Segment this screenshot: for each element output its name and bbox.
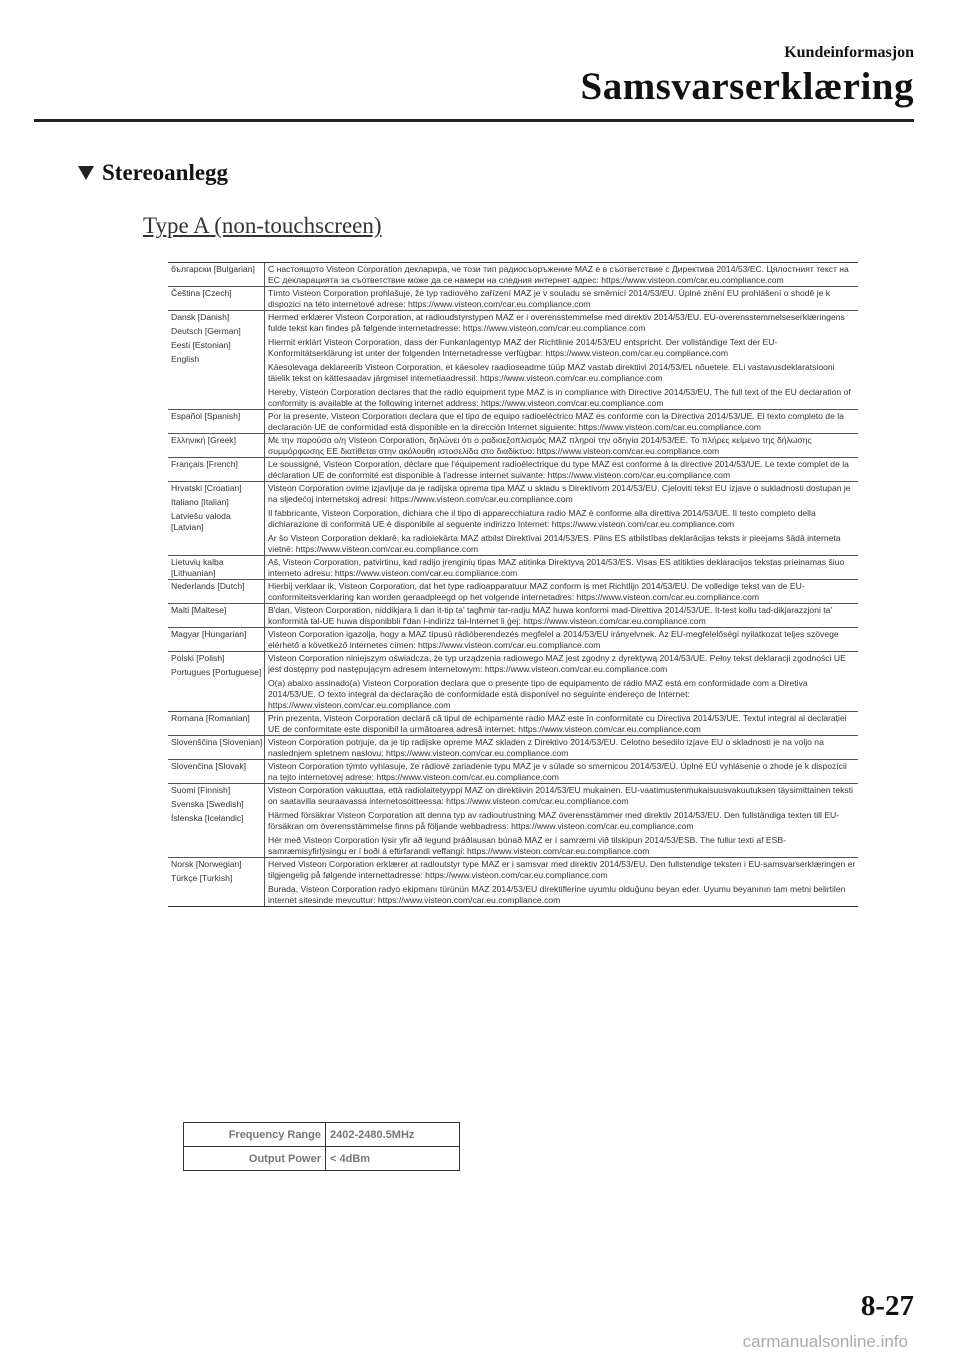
- declaration-cell: [264, 482, 858, 555]
- language-name: Deutsch [German]: [171, 326, 241, 336]
- language-name: Español [Spanish]: [171, 411, 241, 421]
- table-row: [168, 481, 858, 555]
- spec-value: < 4dBm: [326, 1147, 460, 1171]
- declaration-cell: [264, 858, 858, 906]
- declaration-cell: [264, 736, 858, 759]
- language-name: Suomi [Finnish]: [171, 785, 231, 795]
- declaration-cell: [264, 628, 858, 651]
- declaration-text: Visteon Corporation igazolja, hogy a MAZ típusú rádióberendezés megfelel a 2014/53/EU irányelvnek. Az EU-megfelelőségi nyilatkozat teljes szövege elérhető a következő internetes címen: https://www.visteon.com/car.eu.compliance.com: [268, 629, 839, 650]
- declaration-cell: [264, 458, 858, 481]
- spec-row: [184, 1123, 460, 1147]
- language-name: Ελληνική [Greek]: [171, 435, 236, 445]
- declaration-cell: [264, 652, 858, 711]
- type-subheading: Type A (non-touchscreen): [143, 213, 382, 238]
- declaration-cell: [264, 434, 858, 457]
- declaration-cell: [264, 263, 858, 286]
- table-row: [168, 263, 858, 286]
- language-cell: [168, 736, 264, 759]
- table-row: [168, 759, 858, 783]
- language-cell: [168, 556, 264, 579]
- declaration-text: Burada, Visteon Corporation radyo ekipmanı türünün MAZ 2014/53/EU direktiflerine uyumlu olduğunu beyan eder. Uyumu beyanının tam metni belirtilen internet sitesinde mevcuttur: https://www.visteon.com/car.eu.compliance.com: [268, 884, 846, 905]
- declaration-text: С настоящото Visteon Corporation декларира, че този тип радиосъоръжение MAZ е в съответствие с Директива 2014/53/ЕС. Цялостният текст на ЕС декларацията за съответствие може да се намери на следния интернет адрес: https://www.visteon.com/car.eu.compliance.com: [268, 264, 849, 285]
- language-cell: [168, 287, 264, 310]
- spec-table: [183, 1122, 460, 1171]
- language-name: Slovenščina [Slovenian]: [171, 737, 263, 747]
- table-row: [168, 603, 858, 627]
- table-row: [168, 857, 858, 906]
- language-cell: [168, 652, 264, 711]
- table-row: [168, 579, 858, 603]
- language-cell: [168, 858, 264, 906]
- declaration-text: Herved Visteon Corporation erklærer at radioutstyr type MAZ er i samsvar med direktiv 2014/53/EU. Den fullstendige teksten i EU-samsvarserklæringen er tilgjengelig på følgende internettadresse: https://www.visteon.com/car.eu.compliance.com: [268, 859, 856, 880]
- declaration-text: Με την παρούσα ο/η Visteon Corporation, δηλώνει ότι ο ραδιοεξοπλισμός MAZ πληροί την οδηγία 2014/53/ΕΕ. Το πλήρες κείμενο της δήλωσης συμμόρφωσης ΕΕ διατίθεται στην ακόλουθη ιστοσελίδα στο διαδίκτυο: https://www.visteon.com/car.eu.compliance.com: [268, 435, 812, 456]
- declaration-table: [168, 262, 858, 907]
- declaration-text: Le soussigné, Visteon Corporation, déclare que l'équipement radioélectrique du type MAZ est conforme à la directive 2014/53/UE. Le texte complet de la déclaration UE de conformité est disponible à l'adresse internet suivante: https://www.visteon.com/car.eu.compliance.com: [268, 459, 849, 480]
- declaration-text: Prin prezenta, Visteon Corporation declară că tipul de echipamente radio MAZ este în conformitate cu Directiva 2014/53/UE. Textul integral al declarației UE de conformitate este disponibil la următoarea adresă internet: https://www.visteon.com/car.eu.compliance.com: [268, 713, 847, 734]
- declaration-text: Visteon Corporation niniejszym oświadcza, że typ urządzenia radiowego MAZ jest zgodny z dyrektywą 2014/53/UE. Pełny tekst deklaracji zgodności UE jest dostępny pod następującym adresem internetowym: https://www.visteon.com/car.eu.compliance.com: [268, 653, 846, 674]
- language-cell: [168, 410, 264, 433]
- declaration-text: Härmed försäkrar Visteon Corporation att denna typ av radioutrustning MAZ överensstämmer med direktiv 2014/53/EU. Den fullständiga texten till EU-försäkran om överensstämmelse finns på följande webbadress: https://www.visteon.com/car.eu.compliance.com: [268, 810, 840, 831]
- language-cell: [168, 580, 264, 603]
- declaration-text: B'dan, Visteon Corporation, niddikjara li dan it-tip ta' tagħmir tar-radju MAZ huwa konformi mad-Direttiva 2014/53/UE. It-test kollu tad-dikjarazzjoni ta' konformità tal-UE huwa disponibbli f'dan l-indirizz tal-Internet li ġej: https://www.visteon.com/car.eu.compliance.com: [268, 605, 833, 626]
- language-name: български [Bulgarian]: [171, 264, 255, 274]
- language-cell: [168, 784, 264, 857]
- language-name: Türkçe [Turkish]: [171, 873, 233, 883]
- declaration-cell: [264, 556, 858, 579]
- table-row: [168, 555, 858, 579]
- declaration-text: Visteon Corporation ovime izjavljuje da je radijska oprema tipa MAZ u skladu s Direktivom 2014/53/EU. Cjeloviti tekst EU izjave o sukladnosti dostupan je na sljedećoj internetskoj adresi: https://www.visteon.com/car.eu.compliance.com: [268, 483, 851, 504]
- language-name: Čeština [Czech]: [171, 288, 232, 298]
- language-cell: [168, 482, 264, 555]
- table-row: [168, 310, 858, 409]
- language-name: Hrvatski [Croatian]: [171, 483, 242, 493]
- spec-row: [184, 1147, 460, 1171]
- language-name: Malti [Maltese]: [171, 605, 227, 615]
- header-section-label: Kundeinformasjon: [784, 44, 914, 61]
- language-name: English: [171, 354, 200, 364]
- language-cell: [168, 434, 264, 457]
- table-row: [168, 457, 858, 481]
- page-number: 8-27: [860, 1290, 914, 1322]
- language-name: Latviešu valoda [Latvian]: [171, 511, 231, 532]
- language-cell: [168, 628, 264, 651]
- language-cell: [168, 712, 264, 735]
- declaration-text: Tímto Visteon Corporation prohlašuje, že typ radiového zařízení MAZ je v souladu se směrnicí 2014/53/EU. Úplné znění EU prohlášení o shodě je k dispozici na této internetové adrese: https://www.visteon.com/car.eu.compliance.com: [268, 288, 831, 309]
- language-name: Italiano [Italian]: [171, 497, 229, 507]
- declaration-cell: [264, 287, 858, 310]
- language-cell: [168, 604, 264, 627]
- language-name: Français [French]: [171, 459, 238, 469]
- page-title: Samsvarserklæring: [580, 65, 914, 108]
- table-row: [168, 735, 858, 759]
- language-name: Nederlands [Dutch]: [171, 581, 245, 591]
- watermark: carmanualsonline.info: [742, 1332, 908, 1351]
- declaration-text: Käesolevaga deklareerib Visteon Corporation, et käesolev raadioseadme tüüp MAZ vastab direktiivi 2014/53/EL nõuetele. ELi vastavusdeklaratsiooni täielik tekst on kättesaadav järgmisel internetiaadressil: https://www.visteon.com/car.eu.compliance.com: [268, 362, 835, 383]
- section-heading: [78, 160, 228, 186]
- declaration-cell: [264, 784, 858, 857]
- table-row: [168, 651, 858, 711]
- language-name: Romana [Romanian]: [171, 713, 250, 723]
- table-row: [168, 783, 858, 857]
- declaration-text: Visteon Corporation vakuuttaa, että radiolaitetyyppi MAZ on direktiivin 2014/53/EU mukainen. EU-vaatimustenmukaisuusvakuutuksen täysimittainen teksti on saatavilla seuraavassa internetosoitteessa: https://www.visteon.com/car.eu.compliance.com: [268, 785, 853, 806]
- language-cell: [168, 458, 264, 481]
- table-row: [168, 409, 858, 433]
- language-name: Dansk [Danish]: [171, 312, 230, 322]
- declaration-text: Aš, Visteon Corporation, patvirtinu, kad radijo įrenginių tipas MAZ atitinka Direktyvą 2014/53/ES. Visas ES atitikties deklaracijos tekstas prieinamas šiuo interneto adresu: https://www.visteon.com/car.eu.compliance.com: [268, 557, 845, 578]
- declaration-text: Hiermit erklärt Visteon Corporation, dass der Funkanlagentyp MAZ der Richtlinie 2014/53/EU entspricht. Der vollständige Text der EU-Konformitätserklärung ist unter der folgenden Internetadresse verfügbar: https://www.visteon.com/car.eu.compliance.com: [268, 337, 778, 358]
- declaration-cell: [264, 580, 858, 603]
- language-name: Polski [Polish]: [171, 653, 225, 663]
- declaration-text: Visteon Corporation týmto vyhlasuje, že rádiové zariadenie typu MAZ je v súlade so smernicou 2014/53/EÚ. Úplné EÚ vyhlásenie o zhode je k dispozícii na tejto internetovej adrese: https://www.visteon.com/car.eu.compliance.com: [268, 761, 847, 782]
- declaration-cell: [264, 311, 858, 409]
- language-name: Lietuvių kalba [Lithuanian]: [171, 557, 224, 578]
- language-name: Íslenska [Icelandic]: [171, 813, 244, 823]
- table-row: [168, 286, 858, 310]
- table-row: [168, 627, 858, 651]
- header-divider: [34, 119, 914, 122]
- language-name: Slovenčina [Slovak]: [171, 761, 246, 771]
- language-name: Svenska [Swedish]: [171, 799, 244, 809]
- language-cell: [168, 263, 264, 286]
- declaration-text: Hermed erklærer Visteon Corporation, at radioudstyrstypen MAZ er i overensstemmelse med direktiv 2014/53/EU. EU-overensstemmelseserklæringens fulde tekst kan findes på følgende internetadresse: https://www.visteon.com/car.eu.compliance.com: [268, 312, 845, 333]
- table-row: [168, 433, 858, 457]
- triangle-down-icon: [78, 166, 94, 180]
- language-cell: [168, 760, 264, 783]
- declaration-cell: [264, 410, 858, 433]
- language-name: Norsk [Norwegian]: [171, 859, 242, 869]
- declaration-text: Ar šo Visteon Corporation deklarē, ka radioiekārta MAZ atbilst Direktīvai 2014/53/ES. Pilns ES atbilstības deklarācijas teksts ir pieejams šādā interneta vietnē: https://www.visteon.com/car.eu.compliance.com: [268, 533, 841, 554]
- declaration-text: Hierbij verklaar ik, Visteon Corporation, dat het type radioapparatuur MAZ conform is met Richtlijn 2014/53/EU. De volledige tekst van de EU-conformiteitsverklaring kan worden geraadpleegd op het volgende internetadres: https://www.visteon.com/car.eu.compliance.com: [268, 581, 805, 602]
- language-name: Portugues [Portuguese]: [171, 667, 262, 677]
- language-name: Magyar [Hungarian]: [171, 629, 247, 639]
- declaration-cell: [264, 760, 858, 783]
- table-row: [168, 711, 858, 735]
- declaration-text: Hereby, Visteon Corporation declares that the radio equipment type MAZ is in compliance with Directive 2014/53/EU. The full text of the EU declaration of conformity is available at the following internet address: https://www.visteon.com/car.eu.compliance.com: [268, 387, 851, 408]
- declaration-cell: [264, 604, 858, 627]
- language-name: Eesti [Estonian]: [171, 340, 231, 350]
- declaration-text: Hér með Visteon Corporation lýsir yfir að legund þráðlausan búnað MAZ er í samræmi við tilskipun 2014/53/ESB. The fullur texti af ESB-samræmisyfirlýsingu er í boði á eftirfarandi veffangi: https://www.visteon.com/car.eu.compliance.com: [268, 835, 786, 856]
- declaration-text: Por la presente, Visteon Corporation declara que el tipo de equipo radioeléctrico MAZ es conforme con la Directiva 2014/53/UE. El texto completo de la declaración UE de conformidad está disponible en la dirección Internet siguiente: https://www.visteon.com/car.eu.compliance.com: [268, 411, 844, 432]
- declaration-text: Visteon Corporation potrjuje, da je tip radijske opreme MAZ skladen z Direktivo 2014/53/EU. Celotno besedilo izjave EU o skladnosti je na voljo na naslednjem spletnem naslovu: https://www.visteon.com/car.eu.compliance.com: [268, 737, 824, 758]
- language-cell: [168, 311, 264, 409]
- section-heading-text: Stereoanlegg: [102, 160, 229, 185]
- declaration-text: O(a) abaixo assinado(a) Visteon Corporation declara que o presente tipo de equipamento de rádio MAZ está em conformidade com a Diretiva 2014/53/UE. O texto integral da declaração de conformidade está disponível no seguinte endereço de Internet: https://www.visteon.com/car.eu.compliance.com: [268, 678, 808, 710]
- spec-key: Output Power: [184, 1147, 326, 1171]
- declaration-text: Il fabbricante, Visteon Corporation, dichiara che il tipo di apparecchiatura radio MAZ è conforme alla direttiva 2014/53/UE. Il testo completo della dichiarazione di conformità UE è disponibile al seguente indirizzo Internet: https://www.visteon.com/car.eu.compliance.com: [268, 508, 816, 529]
- declaration-cell: [264, 712, 858, 735]
- spec-value: 2402-2480.5MHz: [326, 1123, 460, 1147]
- spec-key: Frequency Range: [184, 1123, 326, 1147]
